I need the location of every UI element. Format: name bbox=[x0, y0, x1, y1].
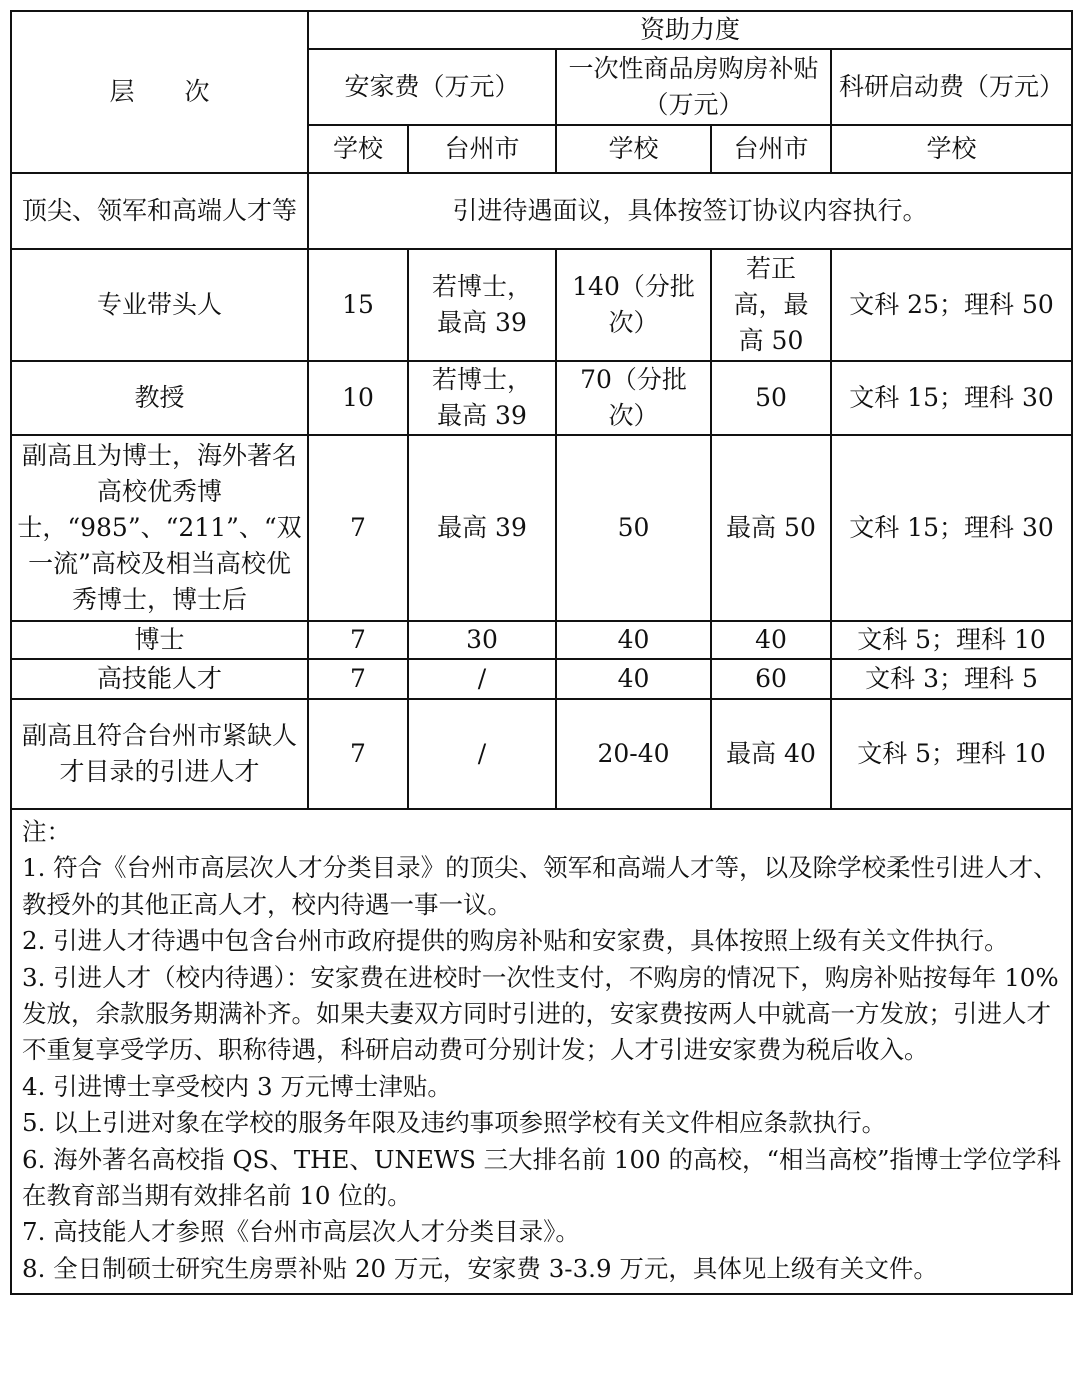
cell-school-housing: 7 bbox=[308, 435, 408, 621]
notes-title: 注： bbox=[22, 817, 71, 846]
note-item: 3. 引进人才（校内待遇）：安家费在进校时一次性支付，不购房的情况下，购房补贴按每年 10%发放，余款服务期满补齐。如果夫妻双方同时引进的，安家费按两人中就高一方发放；引进人才不重复享受学历、职称待遇，科研启动费可分别计发；人才引进安家费为税后收入。 bbox=[22, 962, 1059, 1065]
table-row bbox=[11, 435, 1072, 621]
cell-research-fund: 文科 25；理科 50 bbox=[831, 249, 1072, 361]
cell-research-fund: 文科 5；理科 10 bbox=[831, 621, 1072, 659]
cell-school-purchase: 140（分批次） bbox=[556, 249, 711, 361]
cell-city-purchase: 60 bbox=[711, 659, 831, 699]
header-sub-school: 学校 bbox=[831, 125, 1072, 173]
header-sub-school: 学校 bbox=[556, 125, 711, 173]
table-row bbox=[11, 173, 1072, 249]
cell-city-housing: 30 bbox=[408, 621, 556, 659]
row-level: 高技能人才 bbox=[11, 659, 308, 699]
header-purchase-subsidy: 一次性商品房购房补贴（万元） bbox=[556, 49, 831, 125]
cell-city-housing: 最高 39 bbox=[408, 435, 556, 621]
row-level: 副高且为博士，海外著名高校优秀博士，“985”、“211”、“双一流”高校及相当高校优秀博士，博士后 bbox=[11, 435, 308, 621]
note-item: 6. 海外著名高校指 QS、THE、UNEWS 三大排名前 100 的高校，“相当高校”指博士学位学科在教育部当期有效排名前 10 位的。 bbox=[22, 1144, 1062, 1211]
cell-city-purchase: 最高 40 bbox=[711, 699, 831, 809]
row-level: 专业带头人 bbox=[11, 249, 308, 361]
cell-research-fund: 文科 15；理科 30 bbox=[831, 361, 1072, 435]
cell-school-purchase: 70（分批次） bbox=[556, 361, 711, 435]
notes-row bbox=[11, 809, 1072, 1294]
cell-school-purchase: 20-40 bbox=[556, 699, 711, 809]
note-item: 1. 符合《台州市高层次人才分类目录》的顶尖、领军和高端人才等，以及除学校柔性引进人才、教授外的其他正高人才，校内待遇一事一议。 bbox=[22, 853, 1058, 919]
header-row-1 bbox=[11, 11, 1072, 49]
cell-school-housing: 15 bbox=[308, 249, 408, 361]
cell-school-housing: 7 bbox=[308, 621, 408, 659]
header-sub-city: 台州市 bbox=[408, 125, 556, 173]
note-item: 2. 引进人才待遇中包含台州市政府提供的购房补贴和安家费，具体按照上级有关文件执行。 bbox=[22, 926, 1009, 956]
row-level: 副高且符合台州市紧缺人才目录的引进人才 bbox=[11, 699, 308, 809]
cell-city-housing: 若博士，最高 39 bbox=[408, 361, 556, 435]
cell-school-purchase: 40 bbox=[556, 659, 711, 699]
cell-research-fund: 文科 3；理科 5 bbox=[831, 659, 1072, 699]
row-level: 博士 bbox=[11, 621, 308, 659]
cell-city-purchase: 若正高，最高 50 bbox=[711, 249, 831, 361]
table-row bbox=[11, 659, 1072, 699]
cell-school-housing: 7 bbox=[308, 659, 408, 699]
note-item: 5. 以上引进对象在学校的服务年限及违约事项参照学校有关文件相应条款执行。 bbox=[22, 1108, 887, 1138]
cell-city-housing: / bbox=[408, 699, 556, 809]
talent-support-table bbox=[10, 10, 1073, 1295]
note-item: 4. 引进博士享受校内 3 万元博士津贴。 bbox=[22, 1071, 452, 1101]
header-support: 资助力度 bbox=[308, 11, 1072, 49]
note-item: 7. 高技能人才参照《台州市高层次人才分类目录》。 bbox=[22, 1217, 580, 1247]
header-level: 层 次 bbox=[11, 11, 308, 173]
table-row bbox=[11, 361, 1072, 435]
cell-city-housing: 若博士，最高 39 bbox=[408, 249, 556, 361]
notes-cell bbox=[11, 809, 1072, 1294]
cell-city-purchase: 40 bbox=[711, 621, 831, 659]
note-item: 8. 全日制硕士研究生房票补贴 20 万元，安家费 3-3.9 万元，具体见上级有关文件。 bbox=[22, 1253, 938, 1283]
document-page bbox=[10, 10, 1071, 1295]
cell-city-purchase: 最高 50 bbox=[711, 435, 831, 621]
table-row bbox=[11, 249, 1072, 361]
header-sub-school: 学校 bbox=[308, 125, 408, 173]
table-row bbox=[11, 621, 1072, 659]
table-row bbox=[11, 699, 1072, 809]
cell-research-fund: 文科 15；理科 30 bbox=[831, 435, 1072, 621]
cell-school-housing: 10 bbox=[308, 361, 408, 435]
header-housing-fee: 安家费（万元） bbox=[308, 49, 556, 125]
cell-city-housing: / bbox=[408, 659, 556, 699]
cell-school-purchase: 50 bbox=[556, 435, 711, 621]
row-negotiable: 引进待遇面议，具体按签订协议内容执行。 bbox=[308, 173, 1072, 249]
cell-research-fund: 文科 5；理科 10 bbox=[831, 699, 1072, 809]
header-research-fund: 科研启动费（万元） bbox=[831, 49, 1072, 125]
cell-school-housing: 7 bbox=[308, 699, 408, 809]
row-level: 顶尖、领军和高端人才等 bbox=[11, 173, 308, 249]
cell-city-purchase: 50 bbox=[711, 361, 831, 435]
cell-school-purchase: 40 bbox=[556, 621, 711, 659]
header-sub-city: 台州市 bbox=[711, 125, 831, 173]
row-level: 教授 bbox=[11, 361, 308, 435]
